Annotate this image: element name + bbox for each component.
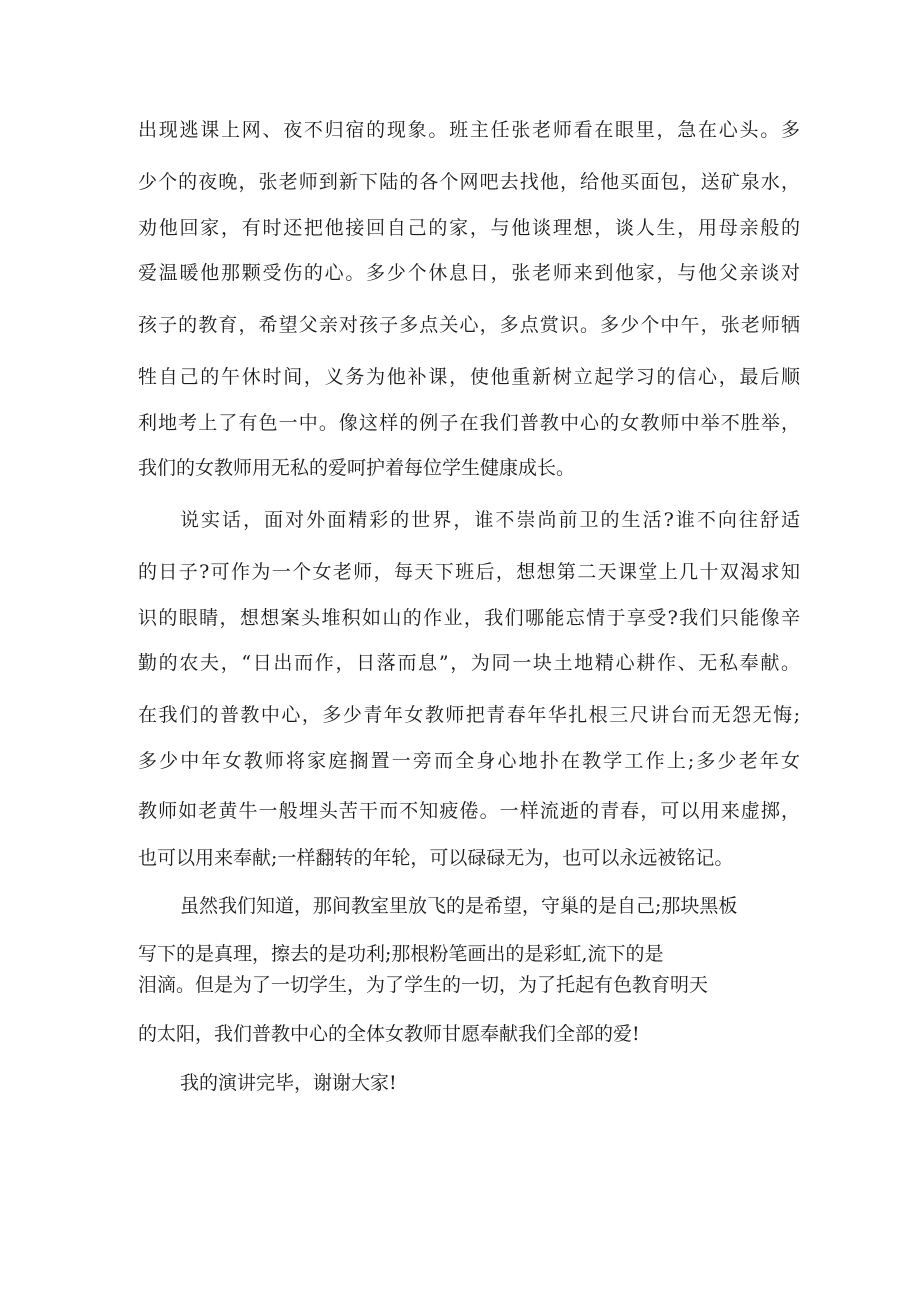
text-line: 的日子?可作为一个女老师，每天下班后，想想第二天课堂上几十双渴求知 <box>138 561 800 583</box>
text-line: 在我们的普教中心，多少青年女教师把青春年华扎根三尺讲台而无怨无悔; <box>138 704 800 726</box>
text-line: 识的眼睛，想想案头堆积如山的作业，我们哪能忘情于享受?我们只能像辛 <box>138 607 800 629</box>
text-line: 出现逃课上网、夜不归宿的现象。班主任张老师看在眼里，急在心头。多 <box>138 119 800 141</box>
text-line: 也可以用来奉献;一样翻转的年轮，可以碌碌无为，也可以永远被铭记。 <box>138 847 734 869</box>
text-line: 少个的夜晚，张老师到新下陆的各个网吧去找他，给他买面包，送矿泉水， <box>138 171 800 193</box>
text-line: 我们的女教师用无私的爱呵护着每位学生健康成长。 <box>138 457 576 479</box>
text-line: 孩子的教育，希望父亲对孩子多点关心，多点赏识。多少个中午，张老师牺 <box>138 314 800 336</box>
text-line: 写下的是真理，擦去的是功利;那根粉笔画出的是彩虹,流下的是 <box>138 943 664 965</box>
text-line: 利地考上了有色一中。像这样的例子在我们普教中心的女教师中举不胜举， <box>138 412 800 434</box>
text-line: 勤的农夫，“日出而作，日落而息”，为同一块土地精心耕作、无私奉献。 <box>138 652 800 674</box>
text-line: 劝他回家，有时还把他接回自己的家，与他谈理想，谈人生，用母亲般的 <box>138 217 800 239</box>
text-line: 牲自己的午休时间，义务为他补课，使他重新树立起学习的信心，最后顺 <box>138 366 800 388</box>
text-line: 泪滴。但是为了一切学生，为了学生的一切，为了托起有色教育明天 <box>138 974 709 996</box>
closing-line: 我的演讲完毕，谢谢大家! <box>180 1072 397 1094</box>
text-line: 教师如老黄牛一般埋头苦干而不知疲倦。一样流逝的青春，可以用来虚掷， <box>138 800 800 822</box>
text-line: 多少中年女教师将家庭搁置一旁而全身心地扑在教学工作上;多少老年女 <box>138 750 800 772</box>
text-line: 爱温暖他那颗受伤的心。多少个休息日，张老师来到他家，与他父亲谈对 <box>138 262 800 284</box>
text-line: 的太阳，我们普教中心的全体女教师甘愿奉献我们全部的爱! <box>138 1023 640 1045</box>
paragraph-first-line: 说实话，面对外面精彩的世界，谁不崇尚前卫的生活?谁不向往舒适 <box>180 509 800 531</box>
paragraph-first-line: 虽然我们知道，那间教室里放飞的是希望，守巢的是自己;那块黑板 <box>180 895 738 917</box>
